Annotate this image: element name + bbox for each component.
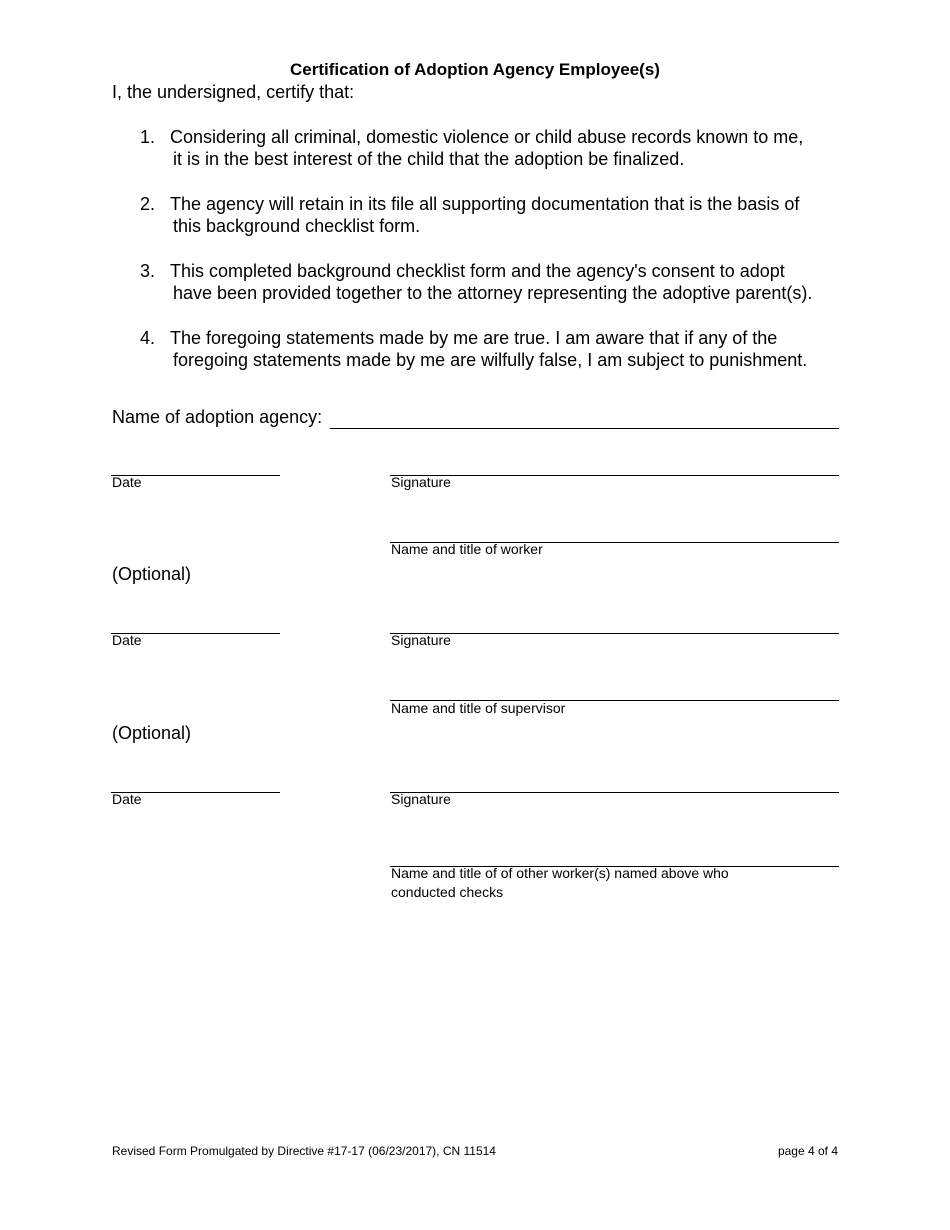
footer-revision-note: Revised Form Promulgated by Directive #17-17 (06/23/2017), CN 11514 <box>112 1144 496 1158</box>
other-worker-label-line2: conducted checks <box>391 884 504 900</box>
item-text-line1: Considering all criminal, domestic violence or child abuse records known to me, <box>170 127 804 147</box>
signature-label-2: Signature <box>391 632 451 648</box>
signature-field-2[interactable] <box>390 633 839 634</box>
optional-label-1: (Optional) <box>112 564 192 584</box>
certification-item-2 <box>140 193 860 237</box>
other-worker-name-label <box>391 864 729 902</box>
certification-item-1 <box>140 126 860 170</box>
item-text-line2: this background checklist form. <box>173 216 421 236</box>
other-worker-label-line1: Name and title of of other worker(s) named above who <box>391 865 729 881</box>
agency-name-label: Name of adoption agency: <box>112 407 323 427</box>
item-text-line2: it is in the best interest of the child that the adoption be finalized. <box>173 149 685 169</box>
certification-item-4 <box>140 327 860 371</box>
item-number: 2. <box>140 194 156 214</box>
date-label-2: Date <box>112 632 142 648</box>
intro-text: I, the undersigned, certify that: <box>112 82 355 102</box>
item-text-line1: The foregoing statements made by me are true. I am aware that if any of the <box>170 328 778 348</box>
signature-label-1: Signature <box>391 474 451 490</box>
date-label-1: Date <box>112 474 142 490</box>
supervisor-name-label: Name and title of supervisor <box>391 700 566 716</box>
worker-name-label: Name and title of worker <box>391 541 543 557</box>
date-label-3: Date <box>112 791 142 807</box>
certification-item-3 <box>140 260 860 304</box>
optional-label-2: (Optional) <box>112 723 192 743</box>
item-number: 3. <box>140 261 156 281</box>
item-number: 4. <box>140 328 156 348</box>
item-number: 1. <box>140 127 156 147</box>
agency-name-field[interactable] <box>330 428 839 429</box>
signature-label-3: Signature <box>391 791 451 807</box>
item-text-line2: have been provided together to the attorney representing the adoptive parent(s). <box>173 283 813 303</box>
form-title: Certification of Adoption Agency Employee(s) <box>290 60 660 79</box>
signature-field-3[interactable] <box>390 792 839 793</box>
signature-field-1[interactable] <box>390 475 839 476</box>
item-text-line1: The agency will retain in its file all supporting documentation that is the basis of <box>170 194 800 214</box>
item-text-line2: foregoing statements made by me are wilfully false, I am subject to punishment. <box>173 350 808 370</box>
item-text-line1: This completed background checklist form and the agency's consent to adopt <box>170 261 785 281</box>
page-number: page 4 of 4 <box>777 1144 838 1158</box>
